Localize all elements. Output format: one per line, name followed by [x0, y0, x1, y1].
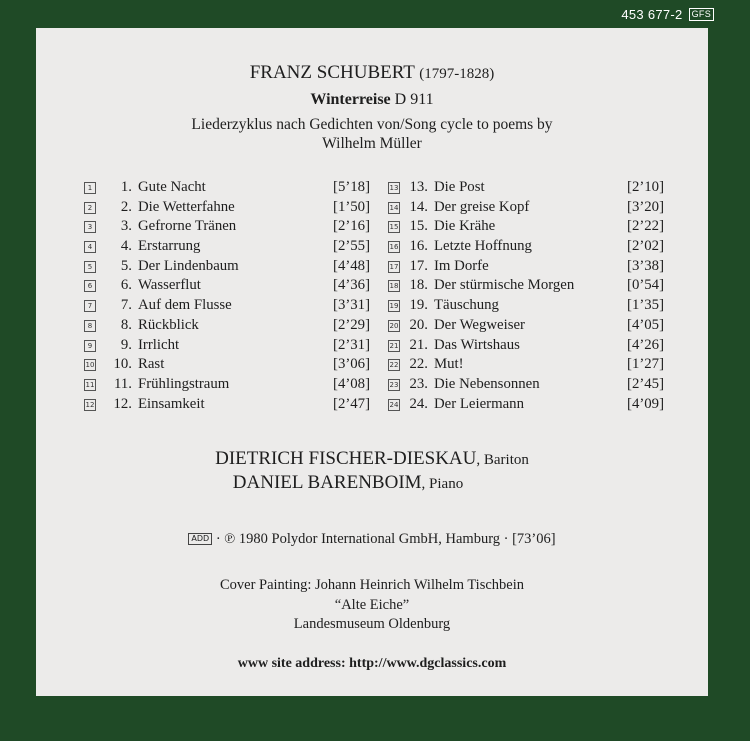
track-index-box: 11 — [85, 380, 95, 389]
track-duration: [2’16] — [333, 218, 370, 235]
track-title: Einsamkeit — [138, 395, 205, 412]
composer-name: FRANZ SCHUBERT — [249, 62, 415, 83]
track-duration: [5’18] — [333, 179, 370, 195]
track-index-box: 20 — [389, 321, 399, 330]
track-index-box: 9 — [84, 340, 96, 352]
track-row — [388, 296, 664, 316]
track-index-box: 15 — [389, 223, 399, 232]
composer-heading — [36, 62, 708, 84]
track-title: Frühlingstraum — [138, 375, 230, 392]
track-row — [388, 257, 664, 277]
track-title: Im Dorfe — [434, 257, 489, 274]
track-duration: [2’02] — [627, 238, 664, 255]
track-number: 19. — [409, 297, 428, 314]
track-number: 14. — [409, 198, 428, 215]
work-heading — [36, 91, 708, 109]
track-number: 6. — [120, 277, 132, 294]
track-index-box: 4 — [84, 241, 96, 253]
track-title: Letzte Hoffnung — [434, 238, 532, 255]
track-row — [84, 296, 370, 316]
track-index-box: 18 — [389, 282, 399, 291]
catalog-number — [621, 7, 714, 22]
track-index-box: 6 — [84, 280, 96, 292]
cover-credit-line-1: Cover Painting: Johann Heinrich Wilhelm Tischbein — [219, 577, 525, 593]
track-number: 16. — [409, 238, 428, 255]
track-row — [84, 276, 370, 296]
work-catalog: D 911 — [394, 91, 434, 108]
track-row — [388, 395, 664, 415]
track-duration: [3’20] — [627, 198, 664, 215]
track-number: 24. — [409, 395, 428, 412]
track-number: 9. — [120, 336, 132, 353]
track-title: Irrlicht — [138, 336, 180, 353]
track-duration: [2’10] — [627, 179, 664, 195]
track-duration: [0’54] — [627, 277, 664, 294]
performer-role: , Piano — [421, 476, 464, 492]
track-duration: [4’08] — [333, 375, 370, 392]
track-row — [84, 395, 370, 415]
track-index-box: 21 — [389, 341, 399, 350]
website-address: www site address: http://www.dgclassics.com — [237, 656, 507, 671]
track-title: Gefrorne Tränen — [138, 218, 237, 235]
track-title: Rast — [138, 356, 165, 373]
track-row — [388, 178, 664, 198]
performer-role: , Bariton — [476, 452, 529, 468]
track-title: Erstarrung — [138, 238, 201, 255]
track-number: 21. — [409, 336, 428, 353]
track-title: Mut! — [434, 356, 464, 373]
track-number: 23. — [409, 375, 428, 392]
composer-dates: (1797-1828) — [419, 66, 495, 82]
track-title: Der greise Kopf — [434, 198, 530, 215]
track-row — [84, 375, 370, 395]
track-number: 18. — [409, 277, 428, 294]
track-title: Der stürmische Morgen — [434, 277, 575, 294]
cover-credit-line-3: Landesmuseum Oldenburg — [293, 616, 451, 632]
tracklist-left — [84, 178, 370, 414]
track-duration: [3’38] — [627, 257, 664, 274]
track-number: 10. — [113, 356, 132, 373]
track-index-box: 5 — [84, 261, 96, 273]
track-duration: [4’48] — [333, 257, 370, 274]
track-row — [388, 217, 664, 237]
track-index-box: 13 — [389, 184, 399, 192]
track-row — [84, 355, 370, 375]
track-duration: [2’47] — [333, 395, 370, 412]
track-row — [388, 316, 664, 336]
track-duration: [2’22] — [627, 218, 664, 235]
cover-credit — [36, 576, 708, 635]
track-number: 15. — [409, 218, 428, 235]
track-number: 8. — [120, 316, 132, 333]
track-row — [84, 237, 370, 257]
track-index-box: 17 — [389, 262, 399, 271]
track-index-box: 10 — [85, 361, 95, 370]
track-title: Wasserflut — [138, 277, 201, 294]
track-duration: [2’55] — [333, 238, 370, 255]
track-number: 1. — [120, 179, 132, 195]
work-title: Winterreise — [310, 91, 391, 108]
track-title: Die Post — [434, 179, 485, 195]
track-row — [388, 276, 664, 296]
track-duration: [4’36] — [333, 277, 370, 294]
catalog-number-text: 453 677-2 — [621, 7, 683, 22]
track-number: 4. — [120, 238, 132, 255]
track-index-box: 22 — [389, 361, 399, 370]
track-index-box: 12 — [85, 400, 95, 409]
track-duration: [1’50] — [333, 198, 370, 215]
track-index-box: 24 — [389, 400, 399, 409]
track-index-box: 19 — [389, 302, 399, 311]
track-duration: [2’31] — [333, 336, 370, 353]
track-title: Der Lindenbaum — [138, 257, 239, 274]
track-title: Die Nebensonnen — [434, 375, 540, 392]
track-row — [84, 257, 370, 277]
track-index-box: 7 — [84, 300, 96, 312]
track-duration: [3’31] — [333, 297, 370, 314]
performer-name: DANIEL BARENBOIM — [232, 472, 422, 493]
booklet-back-card — [36, 28, 708, 696]
track-row — [388, 198, 664, 218]
track-duration: [4’26] — [627, 336, 664, 353]
track-index-box: 2 — [84, 202, 96, 214]
track-row — [84, 217, 370, 237]
track-row — [388, 355, 664, 375]
track-index-box: 16 — [389, 243, 399, 252]
subtitle-line-2: Wilhelm Müller — [322, 135, 422, 152]
track-title: Rückblick — [138, 316, 199, 333]
track-title: Auf dem Flusse — [138, 297, 232, 314]
track-row — [388, 237, 664, 257]
track-row — [388, 336, 664, 356]
track-title: Gute Nacht — [138, 179, 206, 195]
track-index-box: 14 — [389, 203, 399, 212]
copyright-text: · ℗ 1980 Polydor International GmbH, Hamburg · [73’06] — [212, 531, 556, 547]
performer-baritone — [36, 448, 708, 470]
track-title: Das Wirtshaus — [434, 336, 520, 353]
track-title: Täuschung — [434, 297, 499, 314]
track-duration: [4’09] — [627, 395, 664, 412]
track-number: 7. — [120, 297, 132, 314]
add-badge: ADD — [188, 533, 212, 545]
subtitle-line-1: Liederzyklus nach Gedichten von/Song cycle to poems by — [191, 116, 553, 133]
track-title: Die Wetterfahne — [138, 198, 235, 215]
track-duration: [1’27] — [627, 356, 664, 373]
track-index-box: 1 — [84, 182, 96, 194]
track-duration: [2’29] — [333, 316, 370, 333]
gfs-badge: GFS — [689, 8, 714, 21]
track-duration: [1’35] — [627, 297, 664, 314]
track-number: 2. — [120, 198, 132, 215]
track-number: 13. — [409, 179, 428, 195]
copyright-line — [36, 531, 708, 548]
tracklist-right — [388, 178, 664, 414]
track-number: 12. — [113, 395, 132, 412]
track-number: 11. — [114, 375, 132, 392]
track-number: 5. — [120, 257, 132, 274]
track-row — [388, 375, 664, 395]
track-duration: [3’06] — [333, 356, 370, 373]
track-number: 17. — [409, 257, 428, 274]
performer-piano — [12, 472, 684, 494]
track-title: Der Leiermann — [434, 395, 524, 412]
track-number: 20. — [409, 316, 428, 333]
track-title: Die Krähe — [434, 218, 496, 235]
track-row — [84, 178, 370, 198]
track-number: 22. — [409, 356, 428, 373]
track-index-box: 8 — [84, 320, 96, 332]
track-row — [84, 198, 370, 218]
track-duration: [2’45] — [627, 375, 664, 392]
track-index-box: 3 — [84, 221, 96, 233]
cover-credit-line-2: “Alte Eiche” — [334, 596, 410, 613]
track-number: 3. — [120, 218, 132, 235]
performer-name: DIETRICH FISCHER-DIESKAU — [215, 448, 477, 469]
track-title: Der Wegweiser — [434, 316, 525, 333]
track-duration: [4’05] — [627, 316, 664, 333]
track-row — [84, 316, 370, 336]
track-index-box: 23 — [389, 380, 399, 389]
track-row — [84, 336, 370, 356]
